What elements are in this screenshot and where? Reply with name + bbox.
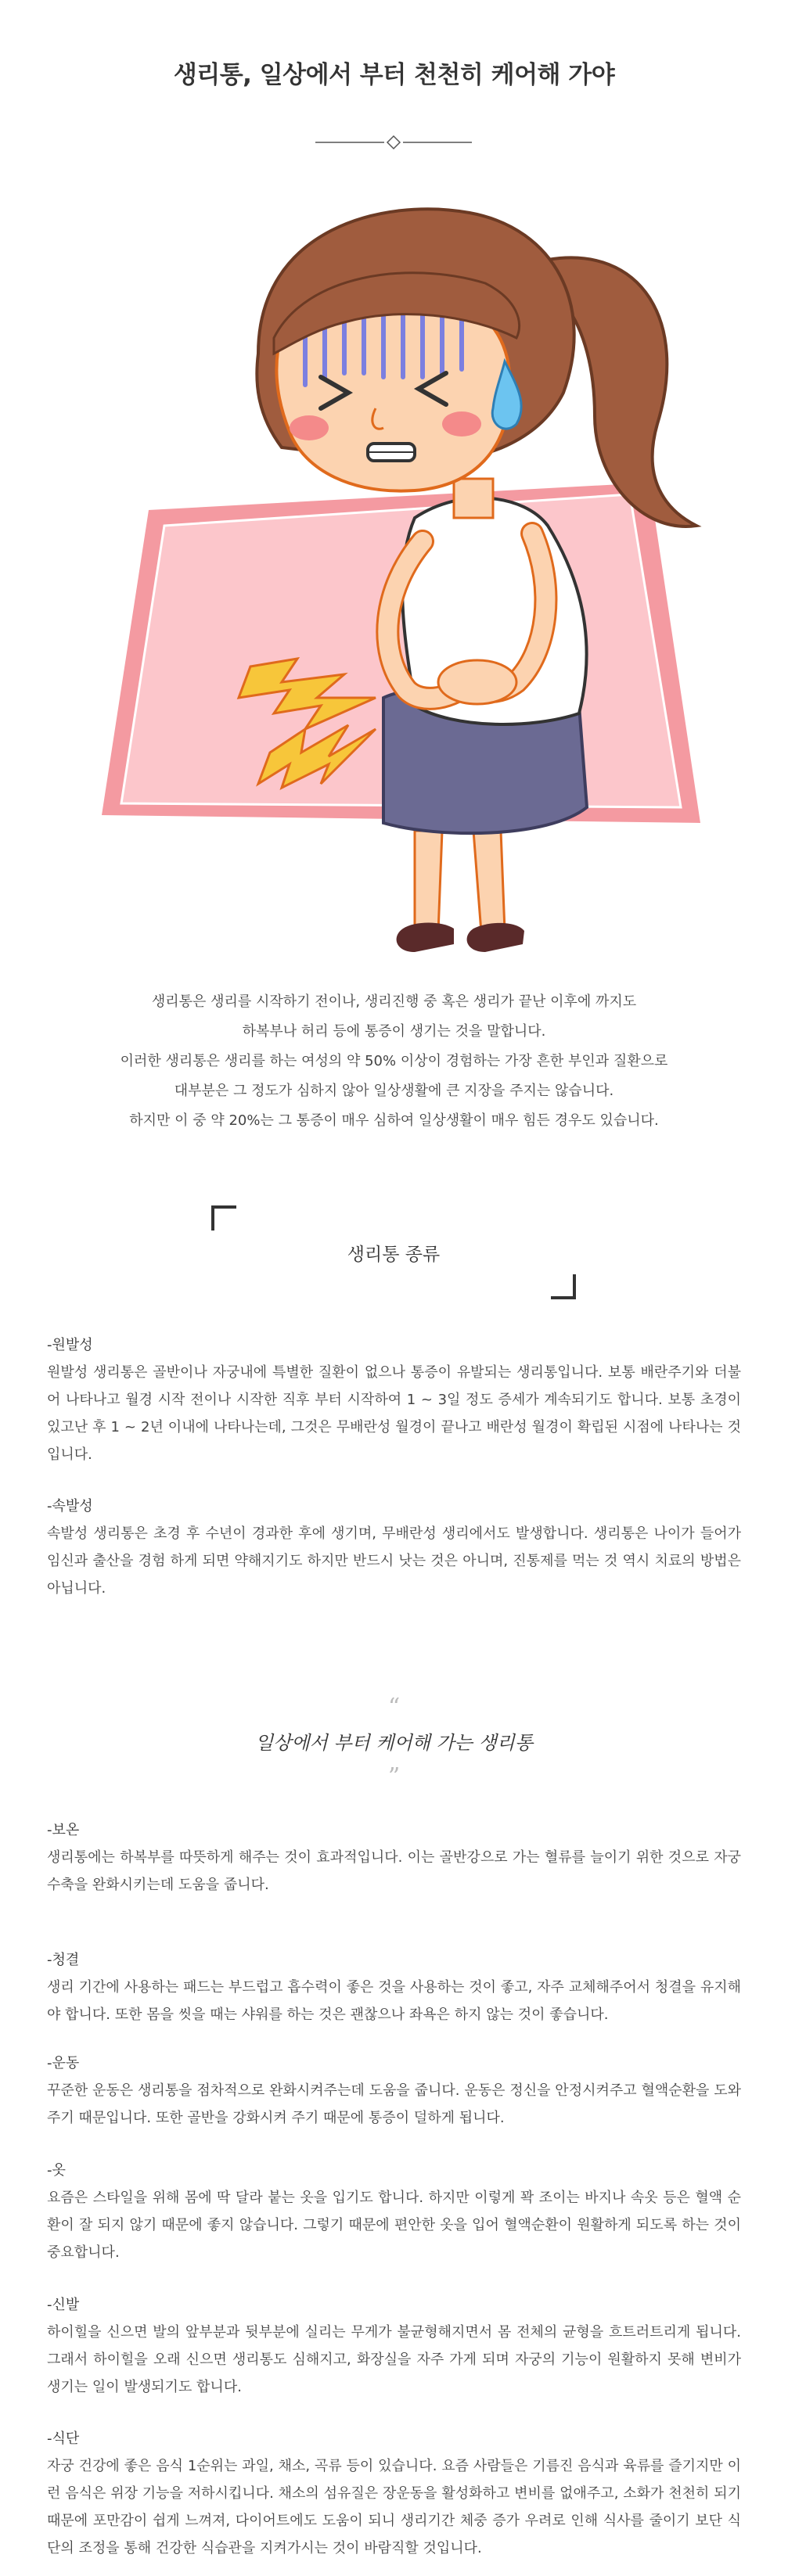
intro-line: 대부분은 그 정도가 심하지 않아 일상생활에 큰 지장을 주지는 않습니다. <box>174 1083 614 1099</box>
care-item-text: 생리 기간에 사용하는 패드는 부드럽고 흡수력이 좋은 것을 사용하는 것이 좋고, 자주 교체해주어서 청결을 유지해야 합니다. 또한 몸을 씻을 때는 샤워를 하는 것은 괜찮으나 좌욕은 하지 않는 것이 좋습니다. <box>47 1979 741 2023</box>
secondary-type-section <box>47 1493 741 1602</box>
care-item-warmth <box>47 1816 741 1899</box>
care-item-text: 요즘은 스타일을 위해 몸에 딱 달라 붙는 옷을 입기도 합니다. 하지만 이렇게 꽉 조이는 바지나 속옷 등은 혈액 순환이 잘 되지 않기 때문에 좋지 않습니다. 그렇기 때문에 편안한 옷을 입어 혈액순환이 원활하게 되도록 하는 것이 중요합니다. <box>47 2190 741 2261</box>
shoe-right <box>467 923 524 952</box>
secondary-type-label: -속발성 <box>47 1498 93 1514</box>
close-quote-icon: ” <box>387 1763 401 1791</box>
intro-line: 생리통은 생리를 시작하기 전이나, 생리진행 중 혹은 생리가 끝난 이후에 까지도 <box>151 993 637 1010</box>
care-item-label: -보온 <box>47 1822 80 1838</box>
care-item-label: -청결 <box>47 1952 80 1968</box>
page-title: 생리통, 일상에서 부터 천천히 케어해 가야 <box>173 61 615 89</box>
intro-line: 하지만 이 중 약 20%는 그 통증이 매우 심하여 일상생활이 매우 힘든 경우도 있습니다. <box>129 1112 659 1129</box>
leg-right <box>473 831 505 932</box>
leg-left <box>415 831 442 932</box>
corner-bracket-icon <box>551 1274 576 1299</box>
care-item-diet <box>47 2425 741 2562</box>
types-heading: 생리통 종류 <box>347 1245 441 1265</box>
diamond-divider-icon <box>315 135 472 150</box>
intro-line: 이러한 생리통은 생리를 하는 여성의 약 50% 이상이 경험하는 가장 흔한 부인과 질환으로 <box>120 1053 668 1069</box>
intro-text <box>47 987 741 1136</box>
care-item-shoes <box>47 2291 741 2401</box>
corner-bracket-icon <box>211 1205 236 1231</box>
open-quote-icon: “ <box>387 1694 401 1721</box>
care-item-label: -옷 <box>47 2162 66 2179</box>
types-heading-box <box>211 1205 576 1299</box>
care-item-text: 생리통에는 하복부를 따뜻하게 해주는 것이 효과적입니다. 이는 골반강으로 가는 혈류를 늘이기 위한 것으로 자궁 수축을 완화시키는데 도움을 줍니다. <box>47 1849 741 1893</box>
shoe-left <box>397 923 454 953</box>
intro-line: 하복부나 허리 등에 통증이 생기는 것을 말합니다. <box>242 1023 546 1040</box>
care-item-text: 자궁 건강에 좋은 음식 1순위는 과일, 채소, 곡류 등이 있습니다. 요즘 사람들은 기름진 음식과 육류를 즐기지만 이런 음식은 위장 기능을 저하시킵니다. 채소의 섬유질은 장운동을 활성화하고 변비를 없애주고, 소화가 천천히 되기 때문에 포만감이 쉽게 느껴져, 다이어트에도 도움이 되니 생리기간 체중 증가 우려로 인해 식사를 줄이기 보단 식단의 조정을 통해 건강한 식습관을 지켜가시는 것이 바람직할 것입니다. <box>47 2458 741 2556</box>
care-item-exercise <box>47 2050 741 2132</box>
care-heading: 일상에서 부터 케어해 가는 생리통 <box>254 1732 534 1754</box>
care-item-label: -운동 <box>47 2055 80 2071</box>
care-heading-block <box>0 1696 788 1789</box>
care-item-label: -식단 <box>47 2430 80 2447</box>
care-item-text: 꾸준한 운동은 생리통을 점차적으로 완화시켜주는데 도움을 줍니다. 운동은 정신을 안정시켜주고 혈액순환을 도와주기 때문입니다. 또한 골반을 강화시켜 주기 때문에 통증이 덜하게 됩니다. <box>47 2082 741 2126</box>
hands <box>438 660 516 704</box>
primary-type-label: -원발성 <box>47 1337 93 1353</box>
care-item-clothes <box>47 2157 741 2266</box>
care-item-text: 하이힐을 신으면 발의 앞부분과 뒷부분에 실리는 무게가 불균형해지면서 몸 전체의 균형을 흐트러트리게 됩니다. 그래서 하이힐을 오래 신으면 생리통도 심해지고, 화장실을 자주 가게 되며 자궁의 기능이 원활하지 못해 변비가 생기는 일이 발생되기도 합니다. <box>47 2324 741 2395</box>
woman-with-cramps-illustration <box>47 181 743 987</box>
secondary-type-text: 속발성 생리통은 초경 후 수년이 경과한 후에 생기며, 무배란성 생리에서도 발생합니다. 생리통은 나이가 들어가 임신과 출산을 경험 하게 되면 약해지기도 하지만 반드시 낫는 것은 아니며, 진통제를 먹는 것 역시 치료의 방법은 아닙니다. <box>47 1525 741 1597</box>
primary-type-section <box>47 1331 741 1468</box>
primary-type-text: 원발성 생리통은 골반이나 자궁내에 특별한 질환이 없으나 통증이 유발되는 생리통입니다. 보통 배란주기와 더불어 나타나고 월경 시작 전이나 시작한 직후 부터 시작하여 1 ~ 3일 정도 증세가 계속되기도 합니다. 보통 초경이 있고난 후 1 ~ 2년 이내에 나타나는데, 그것은 무배란성 월경이 끝나고 배란성 월경이 확립된 시점에 나타나는 것입니다. <box>47 1364 741 1463</box>
care-item-hygiene <box>47 1946 741 2028</box>
care-item-label: -신발 <box>47 2297 80 2313</box>
